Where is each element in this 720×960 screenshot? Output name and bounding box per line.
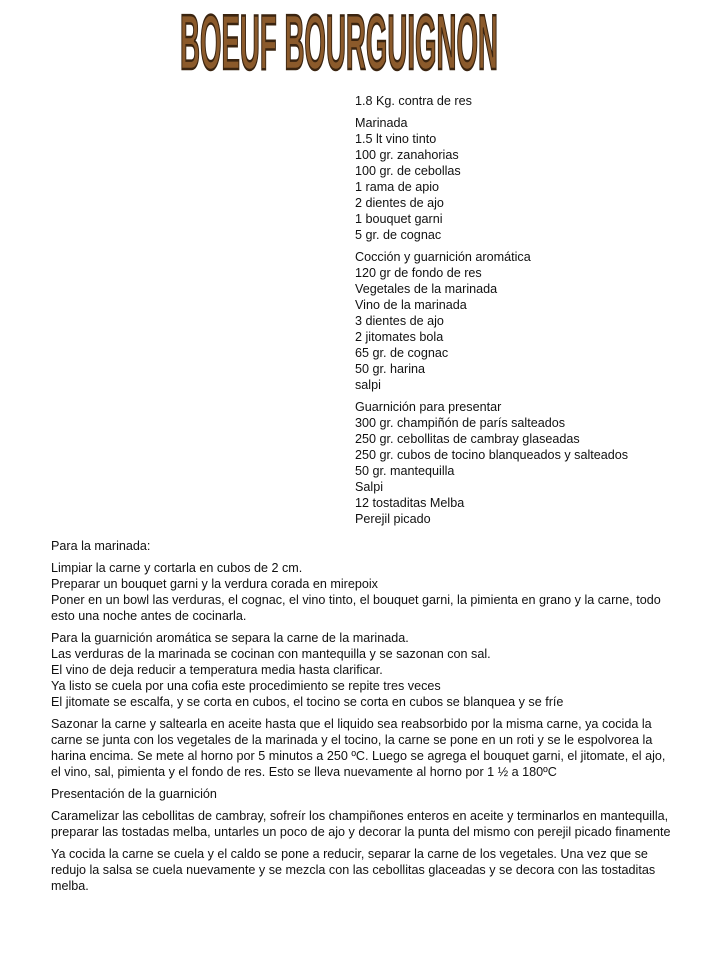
procedure-paragraph (51, 786, 675, 802)
procedure-line: Sazonar la carne y saltearla en aceite hasta que el liquido sea reabsorbido por la misma carne, ya cocida la carne se junta con los vegetales de la marinada y el tocino, la carne se pone en un roti y se le espolvorea la harina encima. Se mete al horno por 5 minutos a 250 ºC. Luego se agrega el bouquet garni, el jitomate, el ajo, el vino, sal, pimienta y el fondo de res. Esto se lleva nuevamente al horno por 1 ½ a 180ºC (51, 717, 666, 779)
ingredient-line: 3 dientes de ajo (355, 314, 444, 328)
ingredient-group (355, 399, 685, 527)
procedure-line: Caramelizar las cebollitas de cambray, sofreír los champiñones enteros en aceite y terminarlos en mantequilla, preparar las tostadas melba, untarles un poco de ajo y decorar la punta del mismo con perejil picado finamente (51, 809, 671, 839)
ingredient-line: 5 gr. de cognac (355, 228, 442, 242)
procedure-paragraph (51, 630, 675, 710)
ingredient-line: Marinada (355, 116, 408, 130)
ingredient-line: 300 gr. champiñón de parís salteados (355, 416, 566, 430)
procedure-line: El vino de deja reducir a temperatura media hasta clarificar. (51, 663, 383, 677)
ingredient-line: 50 gr. harina (355, 362, 426, 376)
procedure-line: Para la guarnición aromática se separa la carne de la marinada. (51, 631, 409, 645)
procedure-line: Ya cocida la carne se cuela y el caldo se pone a reducir, separar la carne de los vegetales. Una vez que se redujo la salsa se cuela nuevamente y se mezcla con las cebollitas glaceadas y se decora con las tostaditas melba. (51, 847, 656, 893)
ingredient-line: 1 rama de apio (355, 180, 440, 194)
ingredient-line: 250 gr. cubos de tocino blanqueados y salteados (355, 448, 629, 462)
ingredient-line: Vegetales de la marinada (355, 282, 498, 296)
procedure-paragraph (51, 808, 675, 840)
ingredient-line: 1 bouquet garni (355, 212, 443, 226)
ingredient-line: Guarnición para presentar (355, 400, 502, 414)
ingredient-line: 2 jitomates bola (355, 330, 444, 344)
procedure-paragraph (51, 716, 675, 780)
procedure-line: El jitomate se escalfa, y se corta en cubos, el tocino se corta en cubos se blanquea y se fríe (51, 695, 564, 709)
procedure-line: Poner en un bowl las verduras, el cognac, el vino tinto, el bouquet garni, la pimienta en grano y la carne, todo esto una noche antes de cocinarla. (51, 593, 661, 623)
ingredient-group (355, 93, 685, 109)
procedure-line: Preparar un bouquet garni y la verdura corada en mirepoix (51, 577, 378, 591)
title-text: BOEUF BOURGUIGNON (180, 8, 499, 82)
ingredient-line: Cocción y guarnición aromática (355, 250, 531, 264)
procedure-line: Ya listo se cuela por una cofia este procedimiento se repite tres veces (51, 679, 441, 693)
ingredient-line: 50 gr. mantequilla (355, 464, 455, 478)
ingredients-list (355, 93, 685, 533)
recipe-title (174, 8, 504, 82)
procedure-paragraph (51, 538, 675, 554)
ingredient-group (355, 115, 685, 243)
procedure-line: Para la marinada: (51, 539, 151, 553)
ingredient-line: 12 tostaditas Melba (355, 496, 465, 510)
ingredient-line: 1.5 lt vino tinto (355, 132, 437, 146)
ingredient-line: 2 dientes de ajo (355, 196, 444, 210)
ingredient-line: Vino de la marinada (355, 298, 467, 312)
procedure-paragraph (51, 560, 675, 624)
procedure-text (51, 538, 675, 900)
procedure-paragraph (51, 846, 675, 894)
ingredient-line: 100 gr. zanahorias (355, 148, 459, 162)
ingredient-line: 250 gr. cebollitas de cambray glaseadas (355, 432, 580, 446)
ingredient-group (355, 249, 685, 393)
procedure-line: Las verduras de la marinada se cocinan con mantequilla y se sazonan con sal. (51, 647, 491, 661)
procedure-line: Presentación de la guarnición (51, 787, 217, 801)
ingredient-line: 120 gr de fondo de res (355, 266, 482, 280)
procedure-line: Limpiar la carne y cortarla en cubos de 2 cm. (51, 561, 303, 575)
ingredient-line: 100 gr. de cebollas (355, 164, 461, 178)
ingredient-line: 1.8 Kg. contra de res (355, 94, 472, 108)
ingredient-line: Salpi (355, 480, 384, 494)
ingredient-line: 65 gr. de cognac (355, 346, 449, 360)
title-wordart (174, 8, 504, 82)
ingredient-line: Perejil picado (355, 512, 431, 526)
ingredient-line: salpi (355, 378, 381, 392)
